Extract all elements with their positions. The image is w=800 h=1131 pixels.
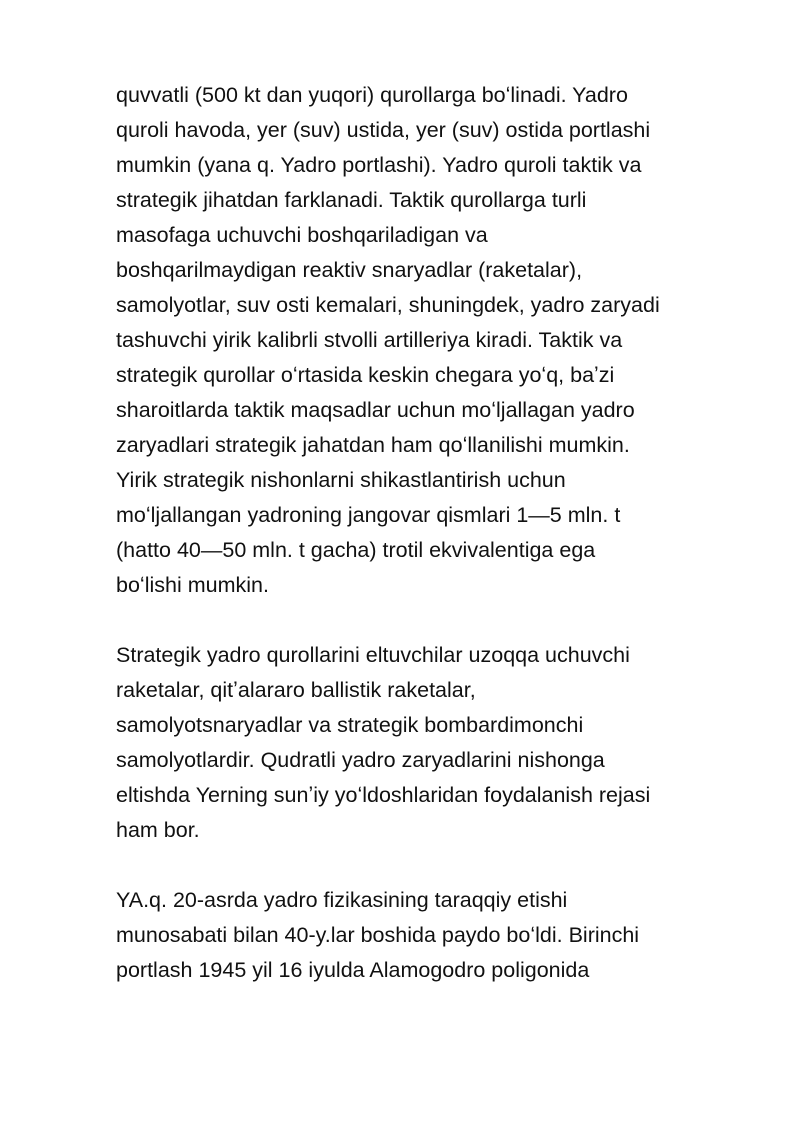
text-line: quroli havoda, yer (suv) ustida, yer (suv) ostida portlashi: [116, 118, 651, 142]
paragraph-3: [116, 883, 746, 988]
text-line: tashuvchi yirik kalibrli stvolli artilleriya kiradi. Taktik va: [116, 328, 623, 352]
text-line: portlash 1945 yil 16 iyulda Alamogodro poligonida: [116, 958, 590, 982]
text-line: sharoitlarda taktik maqsadlar uchun moʻljallagan yadro: [116, 398, 635, 422]
text-line: (hatto 40—50 mln. t gacha) trotil ekvivalentiga ega: [116, 538, 596, 562]
text-line: moʻljallangan yadroning jangovar qismlari 1—5 mln. t: [116, 503, 621, 527]
text-line: Strategik yadro qurollarini eltuvchilar uzoqqa uchuvchi: [116, 643, 630, 667]
text-line: quvvatli (500 kt dan yuqori) qurollarga boʻlinadi. Yadro: [116, 83, 628, 107]
paragraph-2: [116, 638, 746, 848]
text-line: eltishda Yerning sunʼiy yoʻldoshlaridan foydalanish rejasi: [116, 783, 651, 807]
paragraph-1: [116, 78, 746, 603]
text-line: masofaga uchuvchi boshqariladigan va: [116, 223, 488, 247]
text-line: Yirik strategik nishonlarni shikastlantirish uchun: [116, 468, 566, 492]
text-line: zaryadlari strategik jahatdan ham qoʻllanilishi mumkin.: [116, 433, 630, 457]
text-line: strategik jihatdan farklanadi. Taktik qurollarga turli: [116, 188, 587, 212]
text-line: samolyotlardir. Qudratli yadro zaryadlarini nishonga: [116, 748, 605, 772]
text-line: mumkin (yana q. Yadro portlashi). Yadro quroli taktik va: [116, 153, 642, 177]
text-line: samolyotsnaryadlar va strategik bombardimonchi: [116, 713, 584, 737]
text-line: boʻlishi mumkin.: [116, 573, 269, 597]
text-line: boshqarilmaydigan reaktiv snaryadlar (raketalar),: [116, 258, 583, 282]
text-line: strategik qurollar oʻrtasida keskin chegara yoʻq, baʼzi: [116, 363, 615, 387]
text-line: munosabati bilan 40-y.lar boshida paydo boʻldi. Birinchi: [116, 923, 640, 947]
document-body: [116, 78, 746, 988]
text-line: YA.q. 20-asrda yadro fizikasining taraqqiy etishi: [116, 888, 568, 912]
text-line: samolyotlar, suv osti kemalari, shuningdek, yadro zaryadi: [116, 293, 660, 317]
text-line: raketalar, qitʼalararo ballistik raketalar,: [116, 678, 476, 702]
text-line: ham bor.: [116, 818, 200, 842]
